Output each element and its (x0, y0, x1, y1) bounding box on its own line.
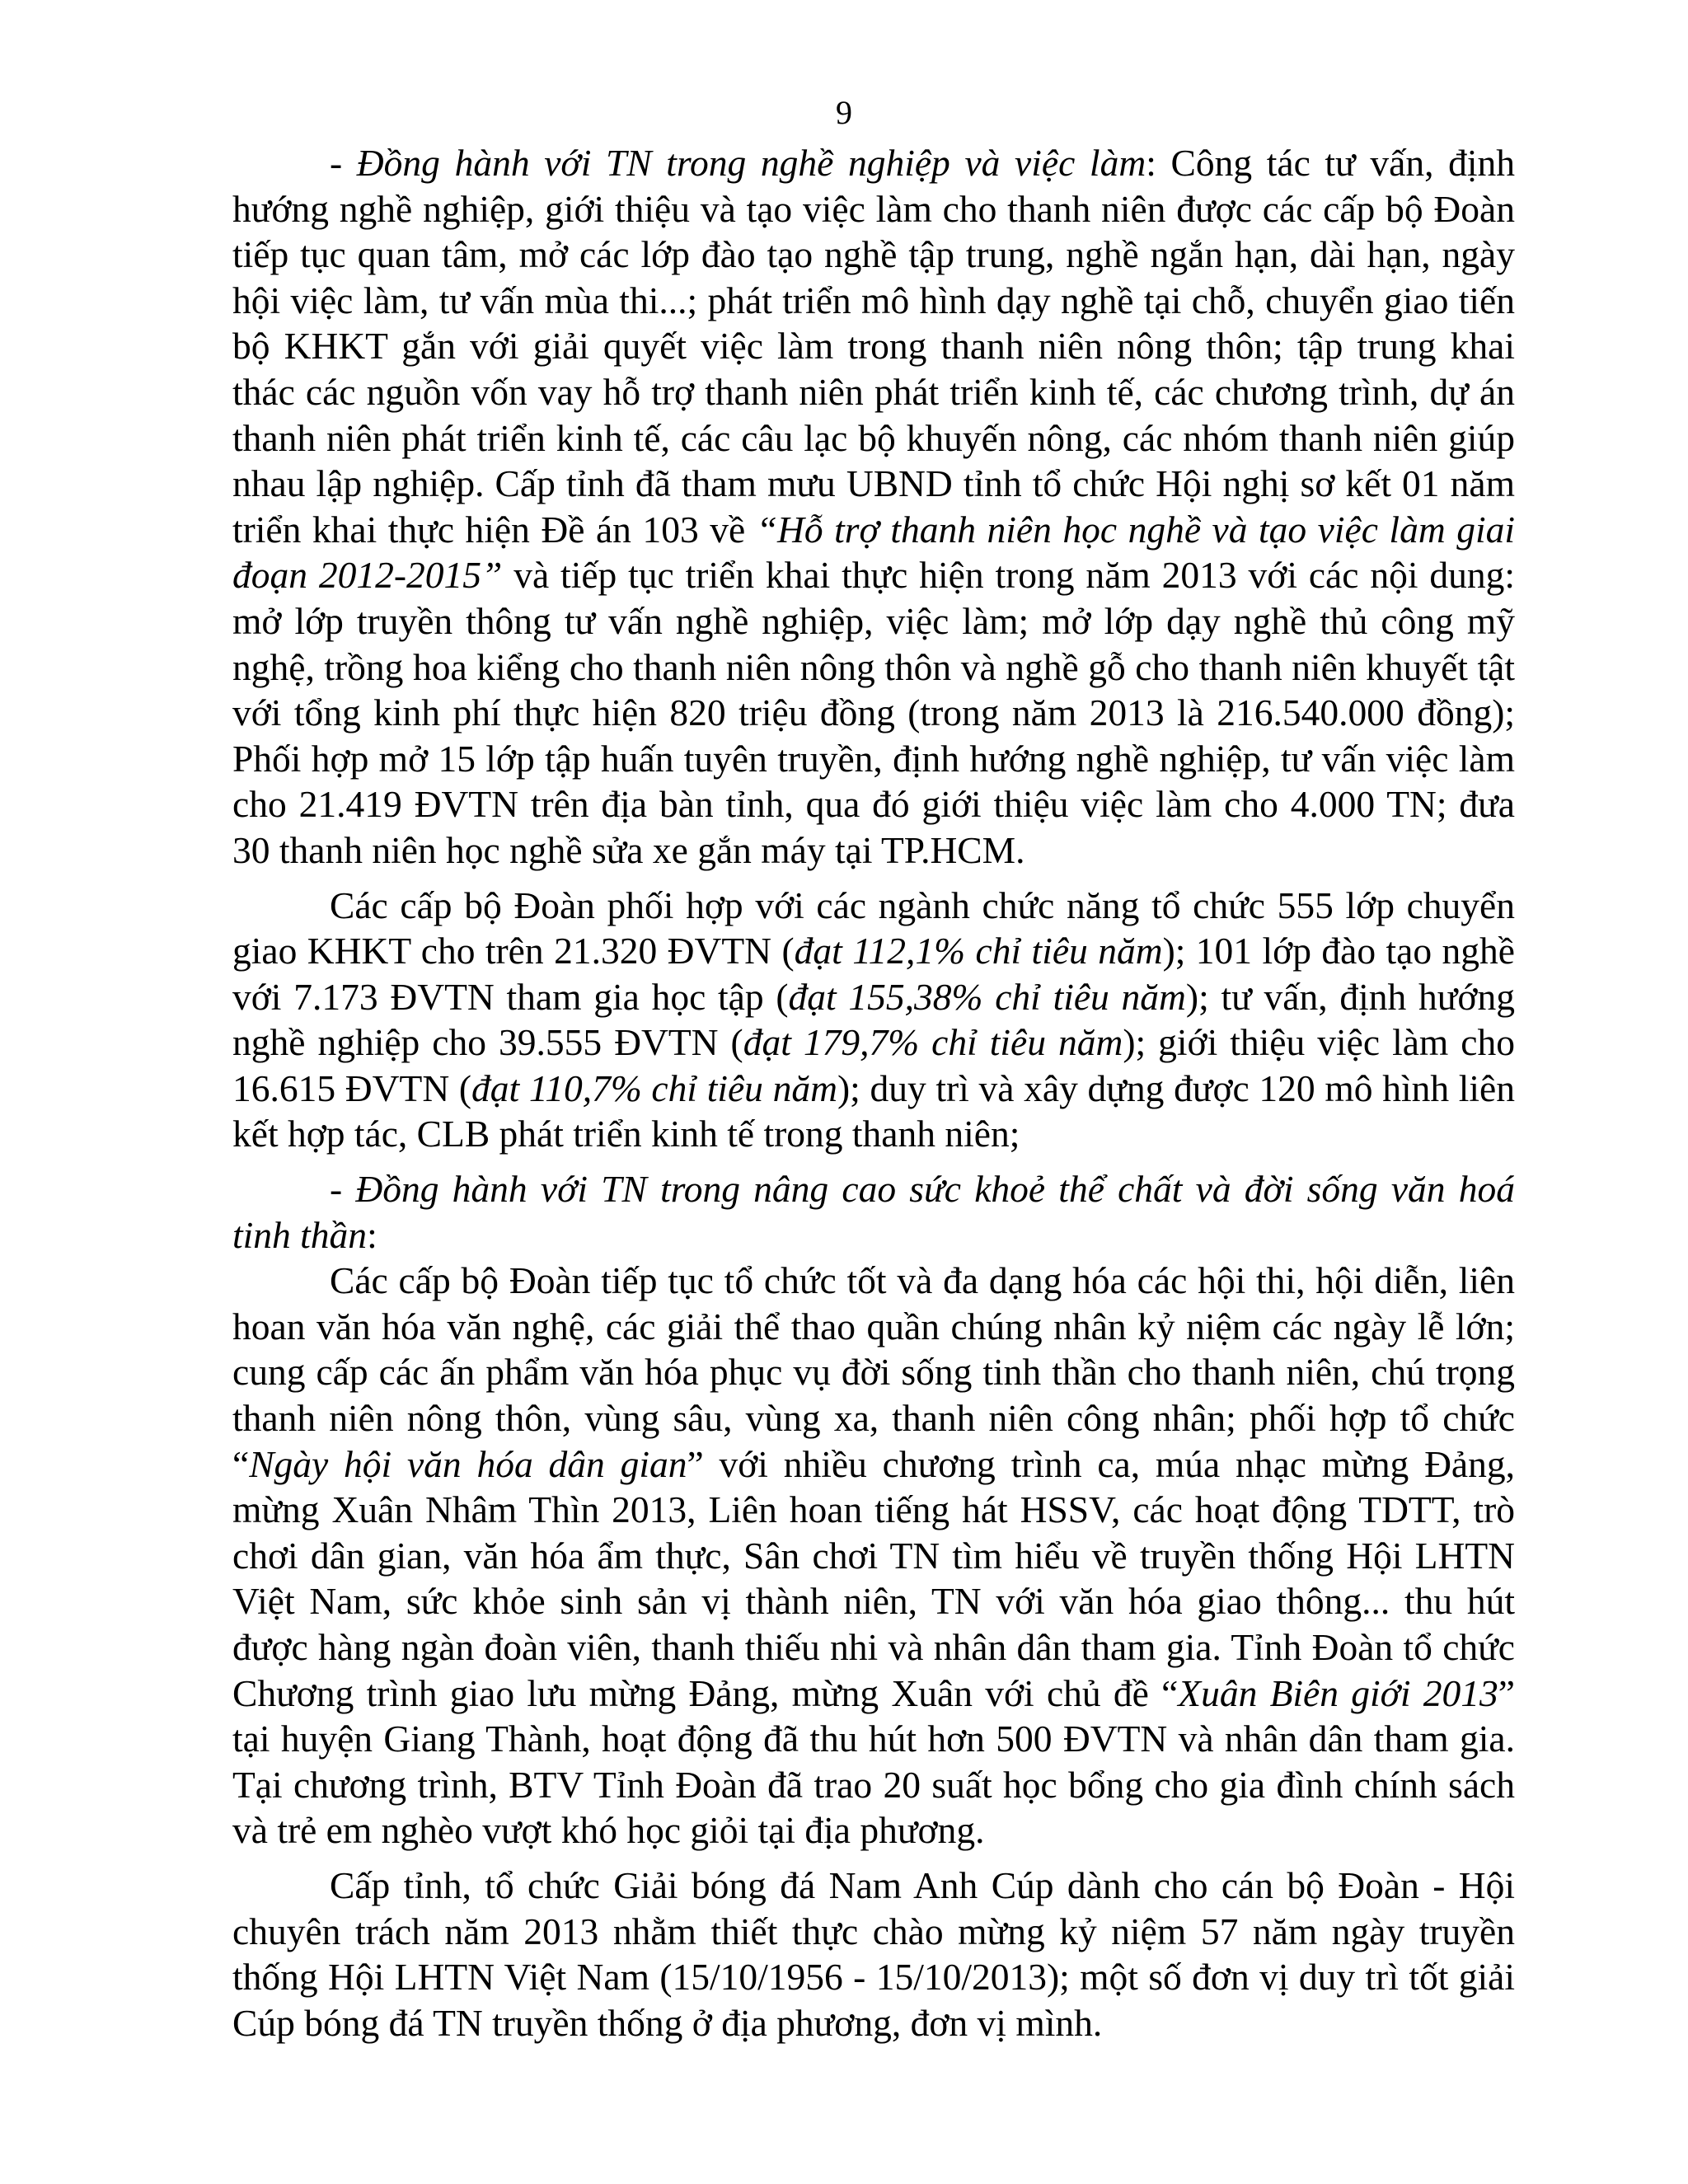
target-percentage: đạt 179,7% chỉ tiêu năm (743, 1021, 1123, 1064)
text-run: : Công tác tư vấn, định hướng nghề nghiệp, giới thiệu và tạo việc làm cho thanh niên được các cấp bộ Đoàn tiếp tục quan tâm, mở các lớp đào tạo nghề tập trung, nghề ngắn hạn, dài hạn, ngày hội việc làm, tư vấn mùa thi...; phát triển mô hình dạy nghề tại chỗ, chuyển giao tiến bộ KHKT gắn với giải quyết việc làm trong thanh niên nông thôn; tập trung khai thác các nguồn vốn vay hỗ trợ thanh niên phát triển kinh tế, các chương trình, dự án thanh niên phát triển kinh tế, các câu lạc bộ khuyến nông, các nhóm thanh niên giúp nhau lập nghiệp. Cấp tỉnh đã tham mưu UBND tỉnh tổ chức Hội nghị sơ kết 01 năm triển khai thực hiện Đề án 103 về (232, 142, 1515, 551)
text-run: Các cấp bộ Đoàn tiếp tục tổ chức tốt và đa dạng hóa các hội thi, hội diễn, liên hoan văn hóa văn nghệ, các giải thể thao quần chúng nhân kỷ niệm các ngày lễ lớn; cung cấp các ấn phẩm văn hóa phục vụ đời sống tinh thần cho thanh niên, chú trọng thanh niên nông thôn, vùng sâu, vùng xa, thanh niên công nhân; phối hợp tổ chức “ (232, 1259, 1515, 1485)
text-run: và tiếp tục triển khai thực hiện trong năm 2013 với các nội dung: mở lớp truyền thông tư vấn nghề nghiệp, việc làm; mở lớp dạy nghề thủ công mỹ nghệ, trồng hoa kiểng cho thanh niên nông thôn và nghề gỗ cho thanh niên khuyết tật với tổng kinh phí thực hiện 820 triệu đồng (trong năm 2013 là 216.540.000 đồng); Phối hợp mở 15 lớp tập huấn tuyên truyền, định hướng nghề nghiệp, tư vấn việc làm cho 21.419 ĐVTN trên địa bàn tỉnh, qua đó giới thiệu việc làm cho 4.000 TN; đưa 30 thanh niên học nghề sửa xe gắn máy tại TP.HCM. (232, 554, 1515, 871)
page-number: 9 (836, 94, 852, 131)
text-run: ” với nhiều chương trình ca, múa nhạc mừng Đảng, mừng Xuân Nhâm Thìn 2013, Liên hoan tiếng hát HSSV, các hoạt động TDTT, trò chơi dân gian, văn hóa ẩm thực, Sân chơi TN tìm hiểu về truyền thống Hội LHTN Việt Nam, sức khỏe sinh sản vị thành niên, TN với văn hóa giao thông... thu hút được hàng ngàn đoàn viên, thanh thiếu nhi và nhân dân tham gia. Tỉnh Đoàn tổ chức Chương trình giao lưu mừng Đảng, mừng Xuân với chủ đề “ (232, 1442, 1515, 1714)
section-heading-health: - Đồng hành với TN trong nâng cao sức khoẻ thể chất và đời sống văn hoá tinh thần (232, 1168, 1515, 1256)
paragraph-health-culture-heading (232, 1166, 1515, 1258)
document-body (232, 140, 1515, 2046)
text-run: ” tại huyện Giang Thành, hoạt động đã thu hút hơn 500 ĐVTN và nhân dân tham gia. Tại chương trình, BTV Tỉnh Đoàn đã trao 20 suất học bổng cho gia đình chính sách và trẻ em nghèo vượt khó học giỏi tại địa phương. (232, 1671, 1515, 1852)
event-name: Ngày hội văn hóa dân gian (249, 1442, 687, 1485)
text-run: ); tư vấn, định hướng nghề nghiệp cho 39.555 ĐVTN ( (232, 975, 1515, 1064)
text-run: ); 101 lớp đào tạo nghề với 7.173 ĐVTN tham gia học tập ( (232, 930, 1515, 1018)
event-theme: Xuân Biên giới 2013 (1178, 1671, 1498, 1714)
text-run: ); duy trì và xây dựng được 120 mô hình liên kết hợp tác, CLB phát triển kinh tế trong thanh niên; (232, 1066, 1515, 1155)
paragraph-football-tournament (232, 1863, 1515, 2046)
text-run: : (367, 1213, 377, 1256)
target-percentage: đạt 155,38% chỉ tiêu năm (788, 975, 1186, 1018)
section-heading-career: - Đồng hành với TN trong nghề nghiệp và việc làm (330, 142, 1146, 184)
project-title-quote: “Hỗ trợ thanh niên học nghề và tạo việc làm giai đoạn 2012-2015” (232, 508, 1515, 597)
target-percentage: đạt 110,7% chỉ tiêu năm (471, 1066, 837, 1109)
target-percentage: đạt 112,1% chỉ tiêu năm (794, 930, 1163, 972)
paragraph-career-employment (232, 140, 1515, 874)
paragraph-cultural-activities (232, 1258, 1515, 1854)
paragraph-training-stats (232, 883, 1515, 1158)
text-run: Các cấp bộ Đoàn phối hợp với các ngành chức năng tổ chức 555 lớp chuyển giao KHKT cho trên 21.320 ĐVTN ( (232, 883, 1515, 972)
text-run: Cấp tỉnh, tổ chức Giải bóng đá Nam Anh Cúp dành cho cán bộ Đoàn - Hội chuyên trách năm 2013 nhằm thiết thực chào mừng kỷ niệm 57 năm ngày truyền thống Hội LHTN Việt Nam (15/10/1956 - 15/10/2013); một số đơn vị duy trì tốt giải Cúp bóng đá TN truyền thống ở địa phương, đơn vị mình. (232, 1863, 1515, 2044)
text-run: ); giới thiệu việc làm cho 16.615 ĐVTN ( (232, 1021, 1516, 1109)
